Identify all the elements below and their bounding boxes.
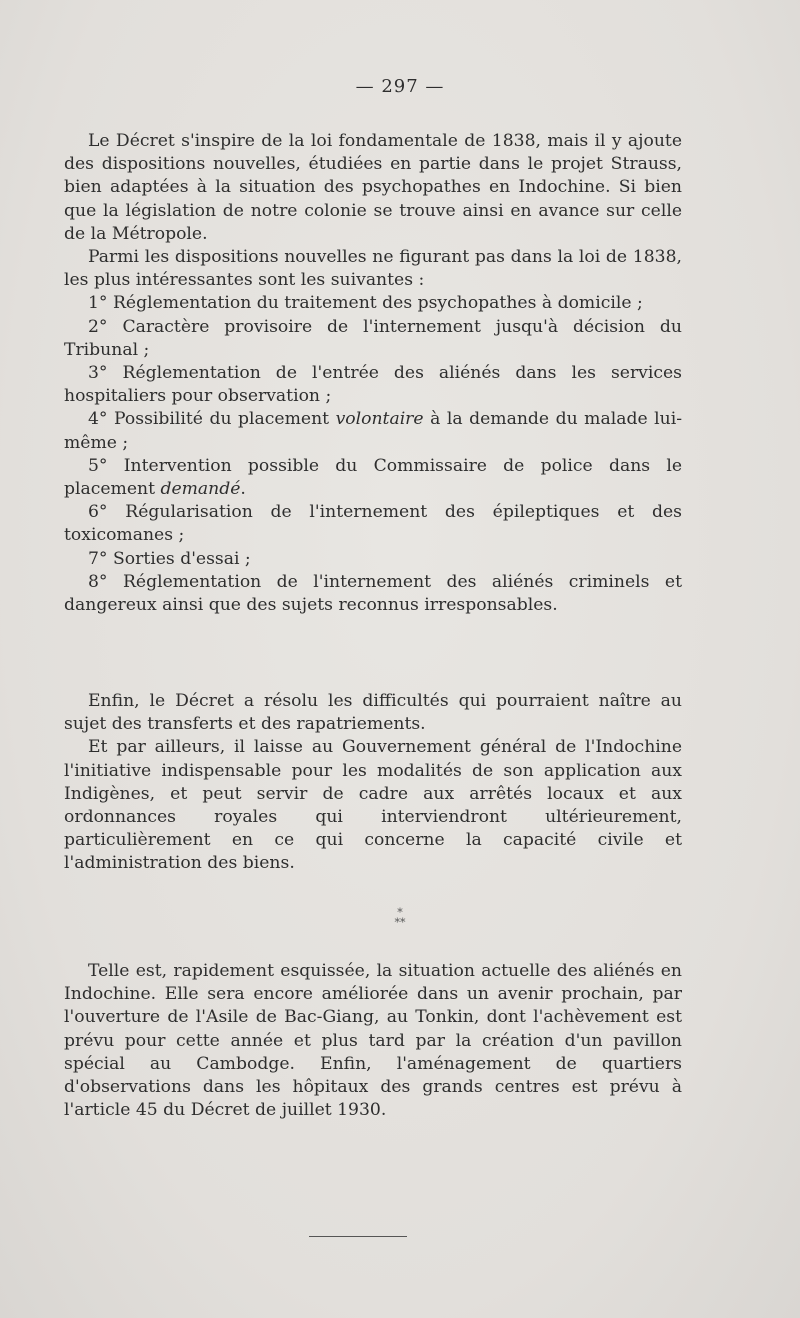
list-item: 1° Réglementation du traitement des psychopathes à domicile ; (88, 293, 643, 314)
list-item: 6° Régularisation de l'internement des épileptiques et des toxicomanes ; (64, 502, 682, 546)
emphasis: volontaire (335, 409, 424, 430)
list-item (64, 455, 682, 501)
end-rule (309, 1236, 407, 1237)
list-item: 3° Réglementation de l'entrée des aliénés dans les services hospitaliers pour observation ; (64, 363, 682, 407)
list-item: 2° Caractère provisoire de l'internement jusqu'à décision du Tribunal ; (64, 316, 682, 360)
provisions-list (64, 292, 682, 617)
list-item: 7° Sorties d'essai ; (88, 548, 251, 569)
emphasis: demandé (160, 479, 241, 500)
asterism-star: * (397, 906, 403, 919)
paragraph: Et par ailleurs, il laisse au Gouvernement général de l'Indochine l'initiative indispensable pour les modalités de son application aux Indigènes, et peut servir de cadre aux arrêtés locaux et aux ordonnances royales qui interviendront ultérieurement, particulièrement en ce qui concerne la capacité civile et l'administration des biens. (64, 737, 682, 874)
page-number: — 297 — (355, 76, 445, 97)
main-text-middle (64, 690, 682, 876)
list-item (64, 408, 682, 454)
paragraph: Telle est, rapidement esquissée, la situation actuelle des aliénés en Indochine. Elle sera encore améliorée dans un avenir prochain, par l'ouverture de l'Asile de Bac-Giang, au Tonkin, dont l'achèvement est prévu pour cette année et plus tard par la création d'un pavillon spécial au Cambodge. Enfin, l'aménagement de quartiers d'observations dans les hôpitaux des grands centres est prévu à l'article 45 du Décret de juillet 1930. (64, 961, 682, 1121)
main-text-closing (64, 960, 682, 1122)
list-item-text: 4° Possibilité du placement (88, 409, 336, 430)
list-item-text: à la demande du malade lui-même ; (64, 409, 682, 453)
main-text-upper (64, 130, 682, 617)
asterism-divider (0, 908, 800, 928)
paragraph: Le Décret s'inspire de la loi fondamentale de 1838, mais il y ajoute des dispositions nouvelles, étudiées en partie dans le projet Strauss, bien adaptées à la situation des psychopathes en Indochine. Si bien que la législation de notre colonie se trouve ainsi en avance sur celle de la Métropole. (64, 131, 682, 244)
asterism-stars: ** (394, 916, 406, 929)
list-item-text: . (240, 479, 246, 500)
list-item-text: 5° Intervention possible du Commissaire de police dans le placement (64, 455, 682, 500)
paragraph: Enfin, le Décret a résolu les difficultés qui pourraient naître au sujet des transferts et des rapatriements. (64, 691, 682, 735)
list-item: 8° Réglementation de l'internement des aliénés criminels et dangereux ainsi que des sujets reconnus irresponsables. (64, 571, 682, 616)
paragraph: Parmi les dispositions nouvelles ne figurant pas dans la loi de 1838, les plus intéressantes sont les suivantes : (64, 247, 682, 291)
